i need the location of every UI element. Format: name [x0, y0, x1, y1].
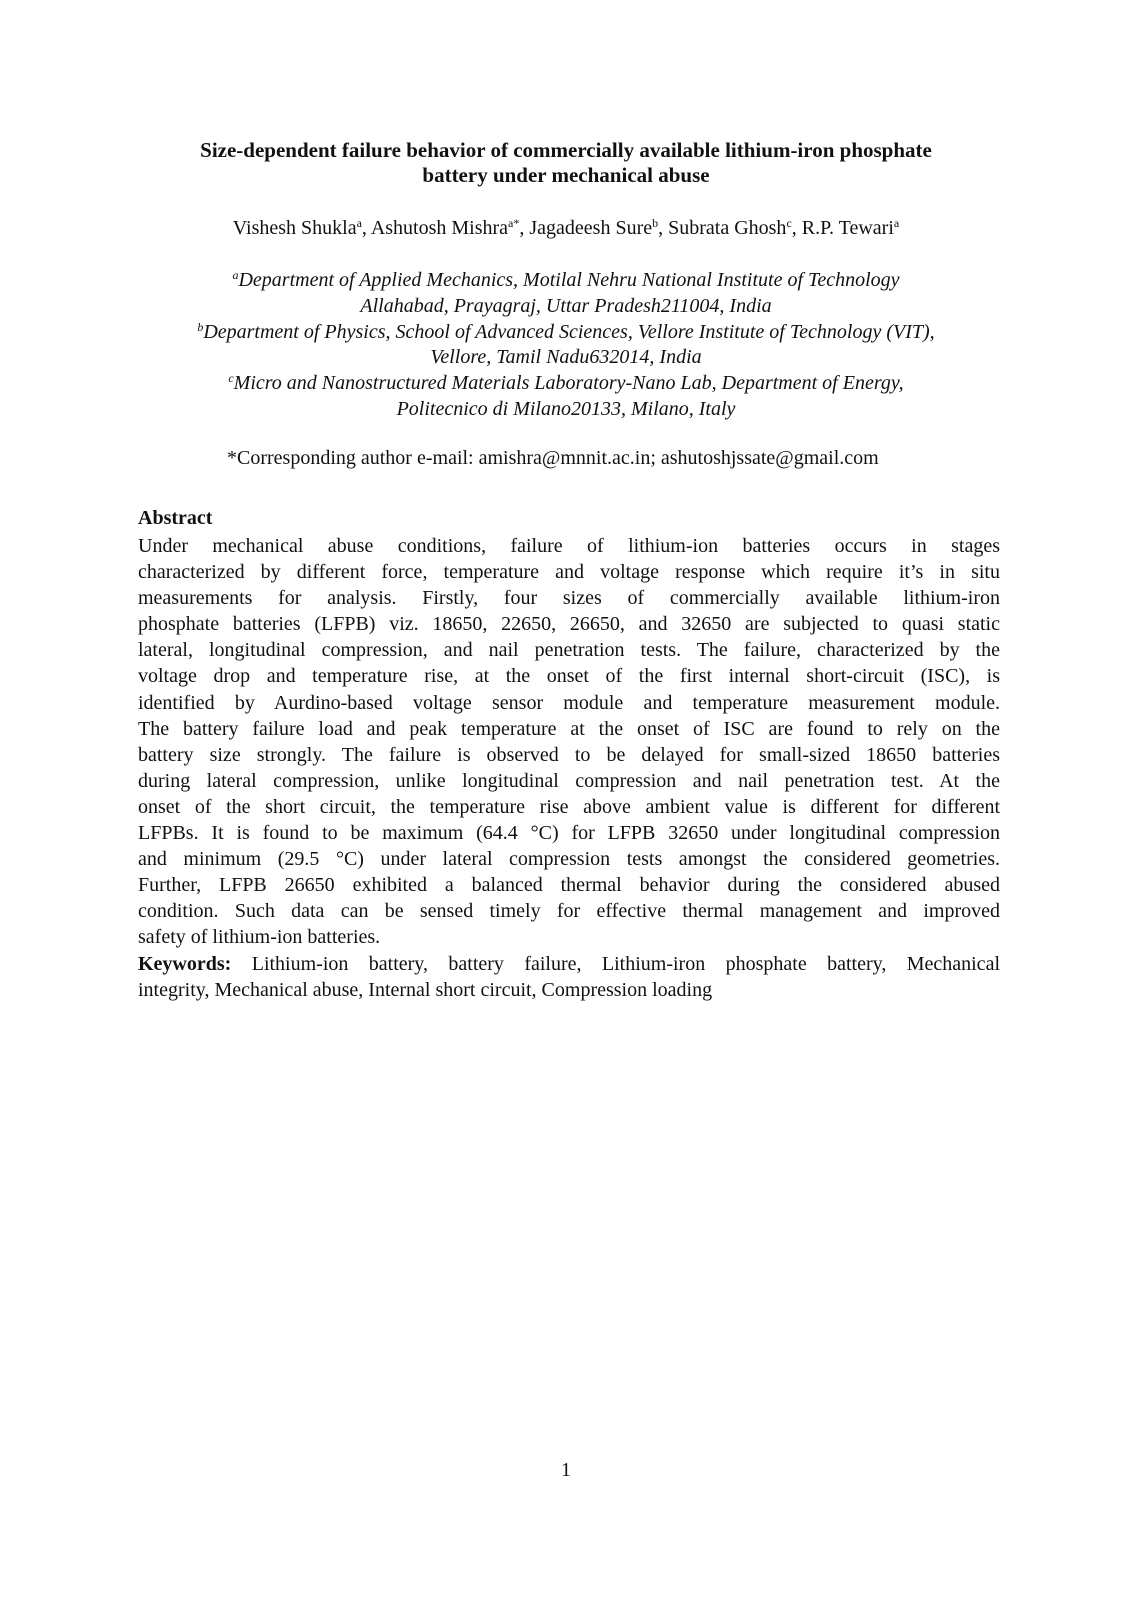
abstract-line: Under mechanical abuse conditions, failure of lithium-ion batteries occurs in stages [138, 535, 1000, 557]
abstract-heading: Abstract [138, 507, 213, 529]
affiliation-mark: a [232, 268, 239, 282]
affiliation-line: Politecnico di Milano20133, Milano, Italy [396, 397, 736, 420]
abstract-line: onset of the short circuit, the temperature rise above ambient value is different for different [138, 795, 1000, 818]
page-number: 1 [561, 1459, 571, 1481]
author-separator: , [519, 217, 530, 239]
affiliation-line [120, 268, 1012, 294]
author-name: R.P. Tewari [801, 217, 894, 239]
abstract-line: phosphate batteries (LFPB) viz. 18650, 22650, 26650, and 32650 are subjected to quasi static [138, 613, 1000, 636]
author-separator: , [658, 217, 669, 239]
abstract-line: condition. Such data can be sensed timely for effective thermal management and improved [138, 900, 1000, 923]
abstract-line: lateral, longitudinal compression, and nail penetration tests. The failure, characterized by the [138, 639, 1000, 662]
author-list [140, 216, 992, 240]
abstract-line: safety of lithium-ion batteries. [138, 926, 381, 949]
affiliation-mark: b [197, 319, 204, 334]
affiliation-text: Department of Physics, School of Advanced Sciences, Vellore Institute of Technology (VIT), [203, 320, 935, 343]
affiliation-line: Allahabad, Prayagraj, Uttar Pradesh211004, India [360, 294, 772, 317]
keywords-line [138, 951, 1000, 977]
title-line-2: battery under mechanical abuse [422, 163, 710, 187]
abstract-line: The battery failure load and peak temperature at the onset of ISC are found to rely on the [138, 717, 1000, 740]
abstract-line: characterized by different force, temperature and voltage response which require it’s in situ [138, 561, 1000, 584]
author-name: Vishesh Shukla [232, 217, 357, 239]
title-line-1: Size-dependent failure behavior of commercially available lithium-iron phosphate [200, 138, 932, 162]
author-name: Ashutosh Mishra [370, 217, 509, 239]
abstract-line: Further, LFPB 26650 exhibited a balanced thermal behavior during the considered abused [138, 874, 1000, 897]
keywords-label: Keywords: [138, 952, 232, 975]
paper-title [140, 138, 992, 188]
abstract-line: during lateral compression, unlike longitudinal compression and nail penetration test. At the [138, 769, 1000, 792]
abstract-body [138, 533, 1000, 1003]
affiliation-list [120, 268, 1012, 423]
affiliation-line: Vellore, Tamil Nadu632014, India [430, 346, 702, 369]
affiliation-text: Micro and Nanostructured Materials Laboratory-Nano Lab, Department of Energy, [233, 372, 904, 395]
abstract-line: identified by Aurdino-based voltage sensor module and temperature measurement module. [138, 691, 1000, 714]
corresponding-author: *Corresponding author e-mail: amishra@mnnit.ac.in; ashutoshjssate@gmail.com [227, 447, 879, 469]
author-affiliation-mark: c [786, 216, 792, 230]
keywords-line: integrity, Mechanical abuse, Internal short circuit, Compression loading [138, 978, 713, 1001]
author-separator: , [791, 217, 802, 239]
abstract-line: and minimum (29.5 °C) under lateral compression tests amongst the considered geometries. [138, 848, 1000, 871]
affiliation-line [120, 371, 1012, 397]
abstract-line: battery size strongly. The failure is observed to be delayed for small-sized 18650 batteries [138, 743, 1000, 766]
affiliation-mark: c [228, 371, 234, 386]
abstract-line: voltage drop and temperature rise, at the onset of the first internal short-circuit (ISC), is [138, 665, 1000, 688]
author-name: Jagadeesh Sure [529, 217, 653, 239]
author-name: Subrata Ghosh [668, 217, 787, 239]
abstract-line: LFPBs. It is found to be maximum (64.4 °C) for LFPB 32650 under longitudinal compression [138, 822, 1000, 845]
affiliation-text: Department of Applied Mechanics, Motilal Nehru National Institute of Technology [238, 269, 900, 291]
author-affiliation-mark: a [356, 216, 362, 230]
affiliation-line [120, 320, 1012, 346]
author-affiliation-mark: b [652, 216, 659, 230]
author-affiliation-mark: a [893, 216, 900, 230]
abstract-line: measurements for analysis. Firstly, four sizes of commercially available lithium-iron [138, 587, 1000, 610]
author-affiliation-mark: a* [508, 216, 520, 230]
keywords-text: Lithium-ion battery, battery failure, Lithium-iron phosphate battery, Mechanical [231, 952, 1000, 975]
author-separator: , [361, 217, 371, 239]
